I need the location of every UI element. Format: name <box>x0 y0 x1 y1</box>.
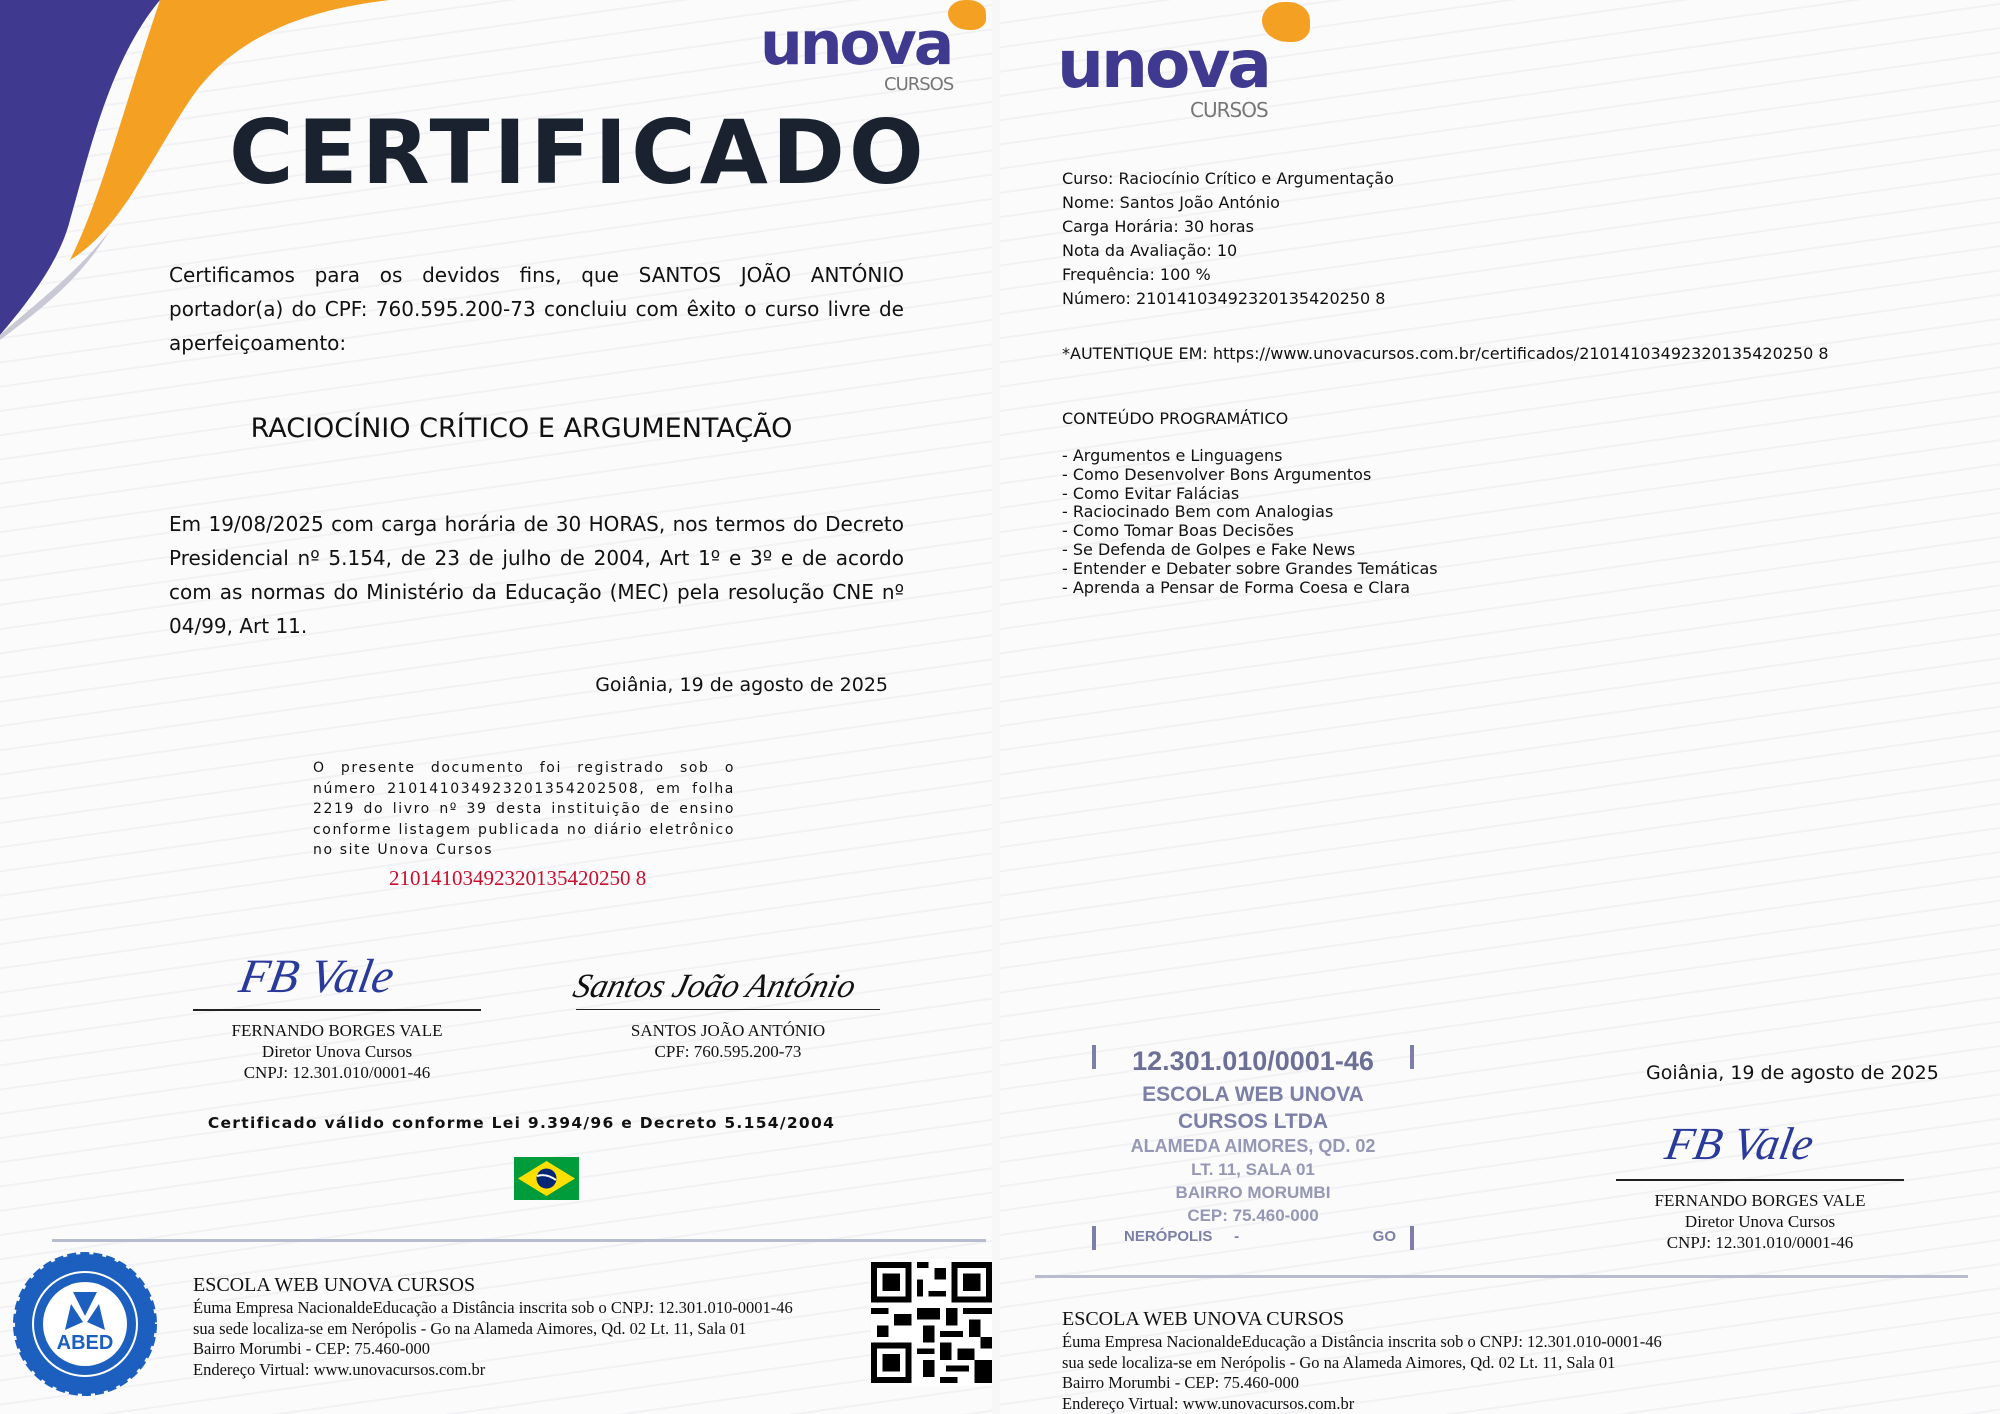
signer-role: Diretor Unova Cursos <box>1684 1212 1836 1231</box>
signer1-role: Diretor Unova Cursos <box>261 1042 413 1061</box>
stamp-line: LT. 11, SALA 01 <box>1191 1160 1315 1179</box>
footer-title: ESCOLA WEB UNOVA CURSOS <box>193 1274 476 1296</box>
logo-wordmark: unova <box>1057 26 1269 103</box>
stamp-line: CEP: 75.460-000 <box>1187 1206 1319 1225</box>
signer2-block <box>576 1020 880 1062</box>
signer1-id: CNPJ: 12.301.010/0001-46 <box>243 1063 431 1082</box>
info-name: Nome: Santos João António <box>1062 193 1280 212</box>
school-footer <box>193 1272 793 1380</box>
footer-line: Éuma Empresa NacionaldeEducação a Distância inscrita sob o CNPJ: 12.301.010-0001-46 <box>193 1298 793 1317</box>
abed-label: ABED <box>56 1332 114 1354</box>
footer-line: Bairro Morumbi - CEP: 75.460-000 <box>193 1339 430 1358</box>
certificate-back <box>1000 0 2000 1414</box>
qr-code-icon[interactable] <box>871 1259 992 1386</box>
abed-seal <box>13 1252 157 1396</box>
logo-dot-icon <box>948 0 986 30</box>
logo-subtitle: CURSOS <box>1190 98 1268 122</box>
info-course: Curso: Raciocínio Crítico e Argumentação <box>1062 169 1394 188</box>
legal-paragraph: Em 19/08/2025 com carga horária de 30 HORAS, nos termos do Decreto Presidencial nº 5.154, de 23 de julho de 2004, Art 1º e 3º e de acordo com as normas do Ministério da Educação (MEC) pela resolução CNE nº 04/99, Art 11. <box>169 512 904 638</box>
stamp-city: NERÓPOLIS <box>1124 1228 1213 1245</box>
signature-line <box>576 1009 880 1010</box>
logo-wordmark: unova <box>760 9 952 79</box>
signer-id: CNPJ: 12.301.010/0001-46 <box>1666 1233 1854 1252</box>
signer2-name: SANTOS JOÃO ANTÓNIO <box>630 1021 826 1040</box>
syllabus-list <box>1062 447 1438 597</box>
course-title: RACIOCÍNIO CRÍTICO E ARGUMENTAÇÃO <box>250 413 793 444</box>
stamp-state: GO <box>1372 1228 1396 1245</box>
info-attendance: Frequência: 100 % <box>1062 265 1211 284</box>
certificate-title: CERTIFICADO <box>229 101 928 204</box>
signature-fernando: FB Vale <box>235 950 399 1003</box>
footer-line: Bairro Morumbi - CEP: 75.460-000 <box>1062 1373 1299 1392</box>
unova-logo <box>1057 18 1307 122</box>
footer-line: Endereço Virtual: www.unovacursos.com.br <box>1062 1393 1355 1413</box>
course-info <box>1062 167 1394 311</box>
syllabus-item: - Entender e Debater sobre Grandes Temáticas <box>1062 558 1438 578</box>
validity-note: Certificado válido conforme Lei 9.394/96 e Decreto 5.154/2004 <box>207 1114 836 1132</box>
info-grade: Nota da Avaliação: 10 <box>1062 241 1238 260</box>
signer-block <box>1616 1190 1904 1253</box>
syllabus-title: CONTEÚDO PROGRAMÁTICO <box>1062 409 1289 428</box>
logo-subtitle: CURSOS <box>884 74 954 95</box>
stamp-line: CURSOS LTDA <box>1177 1110 1329 1133</box>
stamp-footer <box>1096 1227 1410 1247</box>
syllabus-item: - Como Evitar Falácias <box>1062 483 1240 503</box>
footer-title: ESCOLA WEB UNOVA CURSOS <box>1062 1308 1345 1330</box>
signature-line <box>193 1009 481 1011</box>
logo-dot-icon <box>1262 2 1310 42</box>
footer-line: Endereço Virtual: www.unovacursos.com.br <box>193 1359 486 1379</box>
signer1-name: FERNANDO BORGES VALE <box>231 1021 443 1040</box>
info-number: Número: 21014103492320135420250 8 <box>1062 289 1386 308</box>
syllabus-item: - Como Desenvolver Bons Argumentos <box>1062 464 1372 484</box>
brazil-flag-icon <box>514 1157 579 1200</box>
signer-name: FERNANDO BORGES VALE <box>1654 1191 1866 1210</box>
syllabus-item: - Se Defenda de Golpes e Fake News <box>1062 539 1356 559</box>
stamp-line: ESCOLA WEB UNOVA <box>1142 1083 1364 1106</box>
company-stamp <box>1092 1045 1414 1250</box>
signature-student: Santos João António <box>569 968 860 1005</box>
footer-line: sua sede localiza-se em Nerópolis - Go na Alameda Aimores, Qd. 02 Lt. 11, Sala 01 <box>1062 1352 1616 1372</box>
unova-logo <box>760 10 992 100</box>
syllabus-item: - Aprenda a Pensar de Forma Coesa e Clara <box>1062 577 1411 597</box>
signature-line <box>1616 1179 1904 1181</box>
syllabus-item: - Raciocinado Bem com Analogias <box>1062 502 1334 522</box>
stamp-line: BAIRRO MORUMBI <box>1175 1183 1331 1202</box>
school-footer <box>1062 1306 1662 1414</box>
intro-paragraph: Certificamos para os devidos fins, que SANTOS JOÃO ANTÓNIO portador(a) do CPF: 760.595.200-73 concluiu com êxito o curso livre de aperfeiçoamento: <box>169 263 904 355</box>
abed-seal-icon <box>13 1252 157 1396</box>
divider <box>52 1239 986 1242</box>
divider <box>1035 1275 1968 1278</box>
footer-line: sua sede localiza-se em Nerópolis - Go na Alameda Aimores, Qd. 02 Lt. 11, Sala 01 <box>193 1318 747 1338</box>
info-hours: Carga Horária: 30 horas <box>1062 217 1254 236</box>
place-date: Goiânia, 19 de agosto de 2025 <box>595 674 888 696</box>
registry-number: 21014103492320135420250 8 <box>389 866 647 890</box>
registry-note: O presente documento foi registrado sob o número 210141034923201354202508, em folha 2219 do livro nº 39 desta instituição de ensino conforme listagem publicada no diário eletrônico no site Unova Cursos <box>313 760 735 858</box>
authenticate-link[interactable]: *AUTENTIQUE EM: https://www.unovacursos.com.br/certificados/21014103492320135420250 8 <box>1062 344 1829 363</box>
signature-fernando: FB Vale <box>1661 1118 1818 1169</box>
syllabus-item: - Como Tomar Boas Decisões <box>1062 521 1294 541</box>
stamp-cnpj: 12.301.010/0001-46 <box>1132 1046 1374 1076</box>
stamp-separator: - <box>1234 1228 1240 1245</box>
syllabus-item: - Argumentos e Linguagens <box>1062 446 1283 465</box>
signer2-id: CPF: 760.595.200-73 <box>654 1042 802 1061</box>
stamp-line: ALAMEDA AIMORES, QD. 02 <box>1130 1136 1376 1156</box>
certificate-front <box>0 0 992 1414</box>
signer1-block <box>193 1020 481 1083</box>
footer-line: Éuma Empresa NacionaldeEducação a Distância inscrita sob o CNPJ: 12.301.010-0001-46 <box>1062 1332 1662 1351</box>
place-date: Goiânia, 19 de agosto de 2025 <box>1646 1062 1939 1084</box>
